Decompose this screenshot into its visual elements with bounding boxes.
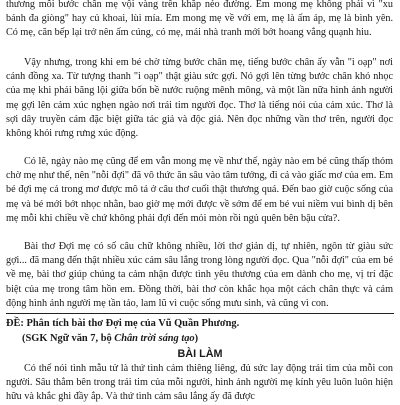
paragraph-3: Có lẽ, ngày nào mẹ cũng để em vẫn mong mẹ về như thế, ngày nào em bé cũng thấp thỏm chờ mẹ như thế, nên "nỗi đợi" đã vô thức ăn sâu vào tâm tưởng, đi cả vào giấc mơ của em. Em bé đợi mẹ cả trong mơ được mô tả ở câu thơ cuối thật thương quá. Đến bao giờ cuộc sống của mẹ và bé mới bớt nhọc nhằn, bao giờ mẹ mới được về sớm để em bé vui niềm vui bình dị bên mẹ mỗi khi chiều về chứ không phải đợi đến mỏi mòn rồi ngủ quên bên bậu cửa?. [6,156,393,224]
source-prefix: (SGK Ngữ văn 7, bộ [22,333,115,344]
assignment-text: Phân tích bài thơ Đợi mẹ của Vũ Quần Phương. [26,318,240,329]
essay-heading: BÀI LÀM [177,348,223,360]
assignment-source [22,331,394,346]
assignment-label: ĐỀ: [6,318,24,329]
source-book: Chân trời sáng tạo [114,333,195,344]
section-divider [6,313,394,314]
source-suffix: ) [194,333,199,344]
paragraph-5: Có thể nói tình mẫu tử là thứ tình cảm thiêng liêng, đủ sức lay động trái tim của mỗi con người. Sâu thẳm bên trong trái tim của mỗi người, hình ảnh người mẹ kính yêu luôn luôn hiện hữu và khắc ghi đầy ắp. Và thứ tình cảm sâu lắng ấy đã được [6,363,393,403]
paragraph-1: thương mỗi bước chân mẹ vội vàng trên khắp nẻo đường. Em mong mẹ không phải vì "xu bánh đa giòng" hay củ khoai, lùi mía. Em mong mẹ về với em, mẹ là ấm áp, mẹ là bình yên. Có mẹ, căn bếp lại trở nên ấm cúng, có mẹ, mái nhà tranh mới bớt hoang vắng quạnh hiu. [6,0,393,39]
paragraph-2: Vậy nhưng, trong khi em bé chờ từng bước chân mẹ, tiếng bước chân ấy vẫn "i oạp" nơi cánh đồng xa. Từ tượng thanh "i oạp" thật giàu sức gợi. Nó gợi lên từng bước chân khó nhọc của mẹ khi phải băng lội giữa bốn bề nước ruộng mênh mông, và một lần nữa hình ảnh người mẹ gợi lên cảm xúc nghẹn ngào nơi trái tim người đọc. Thơ là tiếng nói của cảm xúc. Thơ là sợi dây truyền cảm đặc biệt giữa tác giả và độc giả. Nên đọc những vần thơ trên, người đọc không khỏi rưng rưng xúc động. [6,57,393,140]
assignment-prompt [6,316,394,331]
paragraph-4: Bài thơ Đợi mẹ có số câu chữ không nhiều, lời thơ giản dị, tự nhiên, ngôn từ giàu sức gợi... đã mang đến thật nhiều xúc cảm sâu lắng trong lòng người đọc. Qua "nỗi đợi" của em bé về mẹ, bài thơ giúp chúng ta cảm nhận được tình yêu thương của em dành cho mẹ, vị trí đặc biệt của mẹ trong tâm hồn em. Đồng thời, bài thơ còn khắc họa một cách chân thực và cảm động hình ảnh người mẹ tần tảo, lam lũ vì cuộc sống mưu sinh, và cũng vì con. [6,241,393,309]
